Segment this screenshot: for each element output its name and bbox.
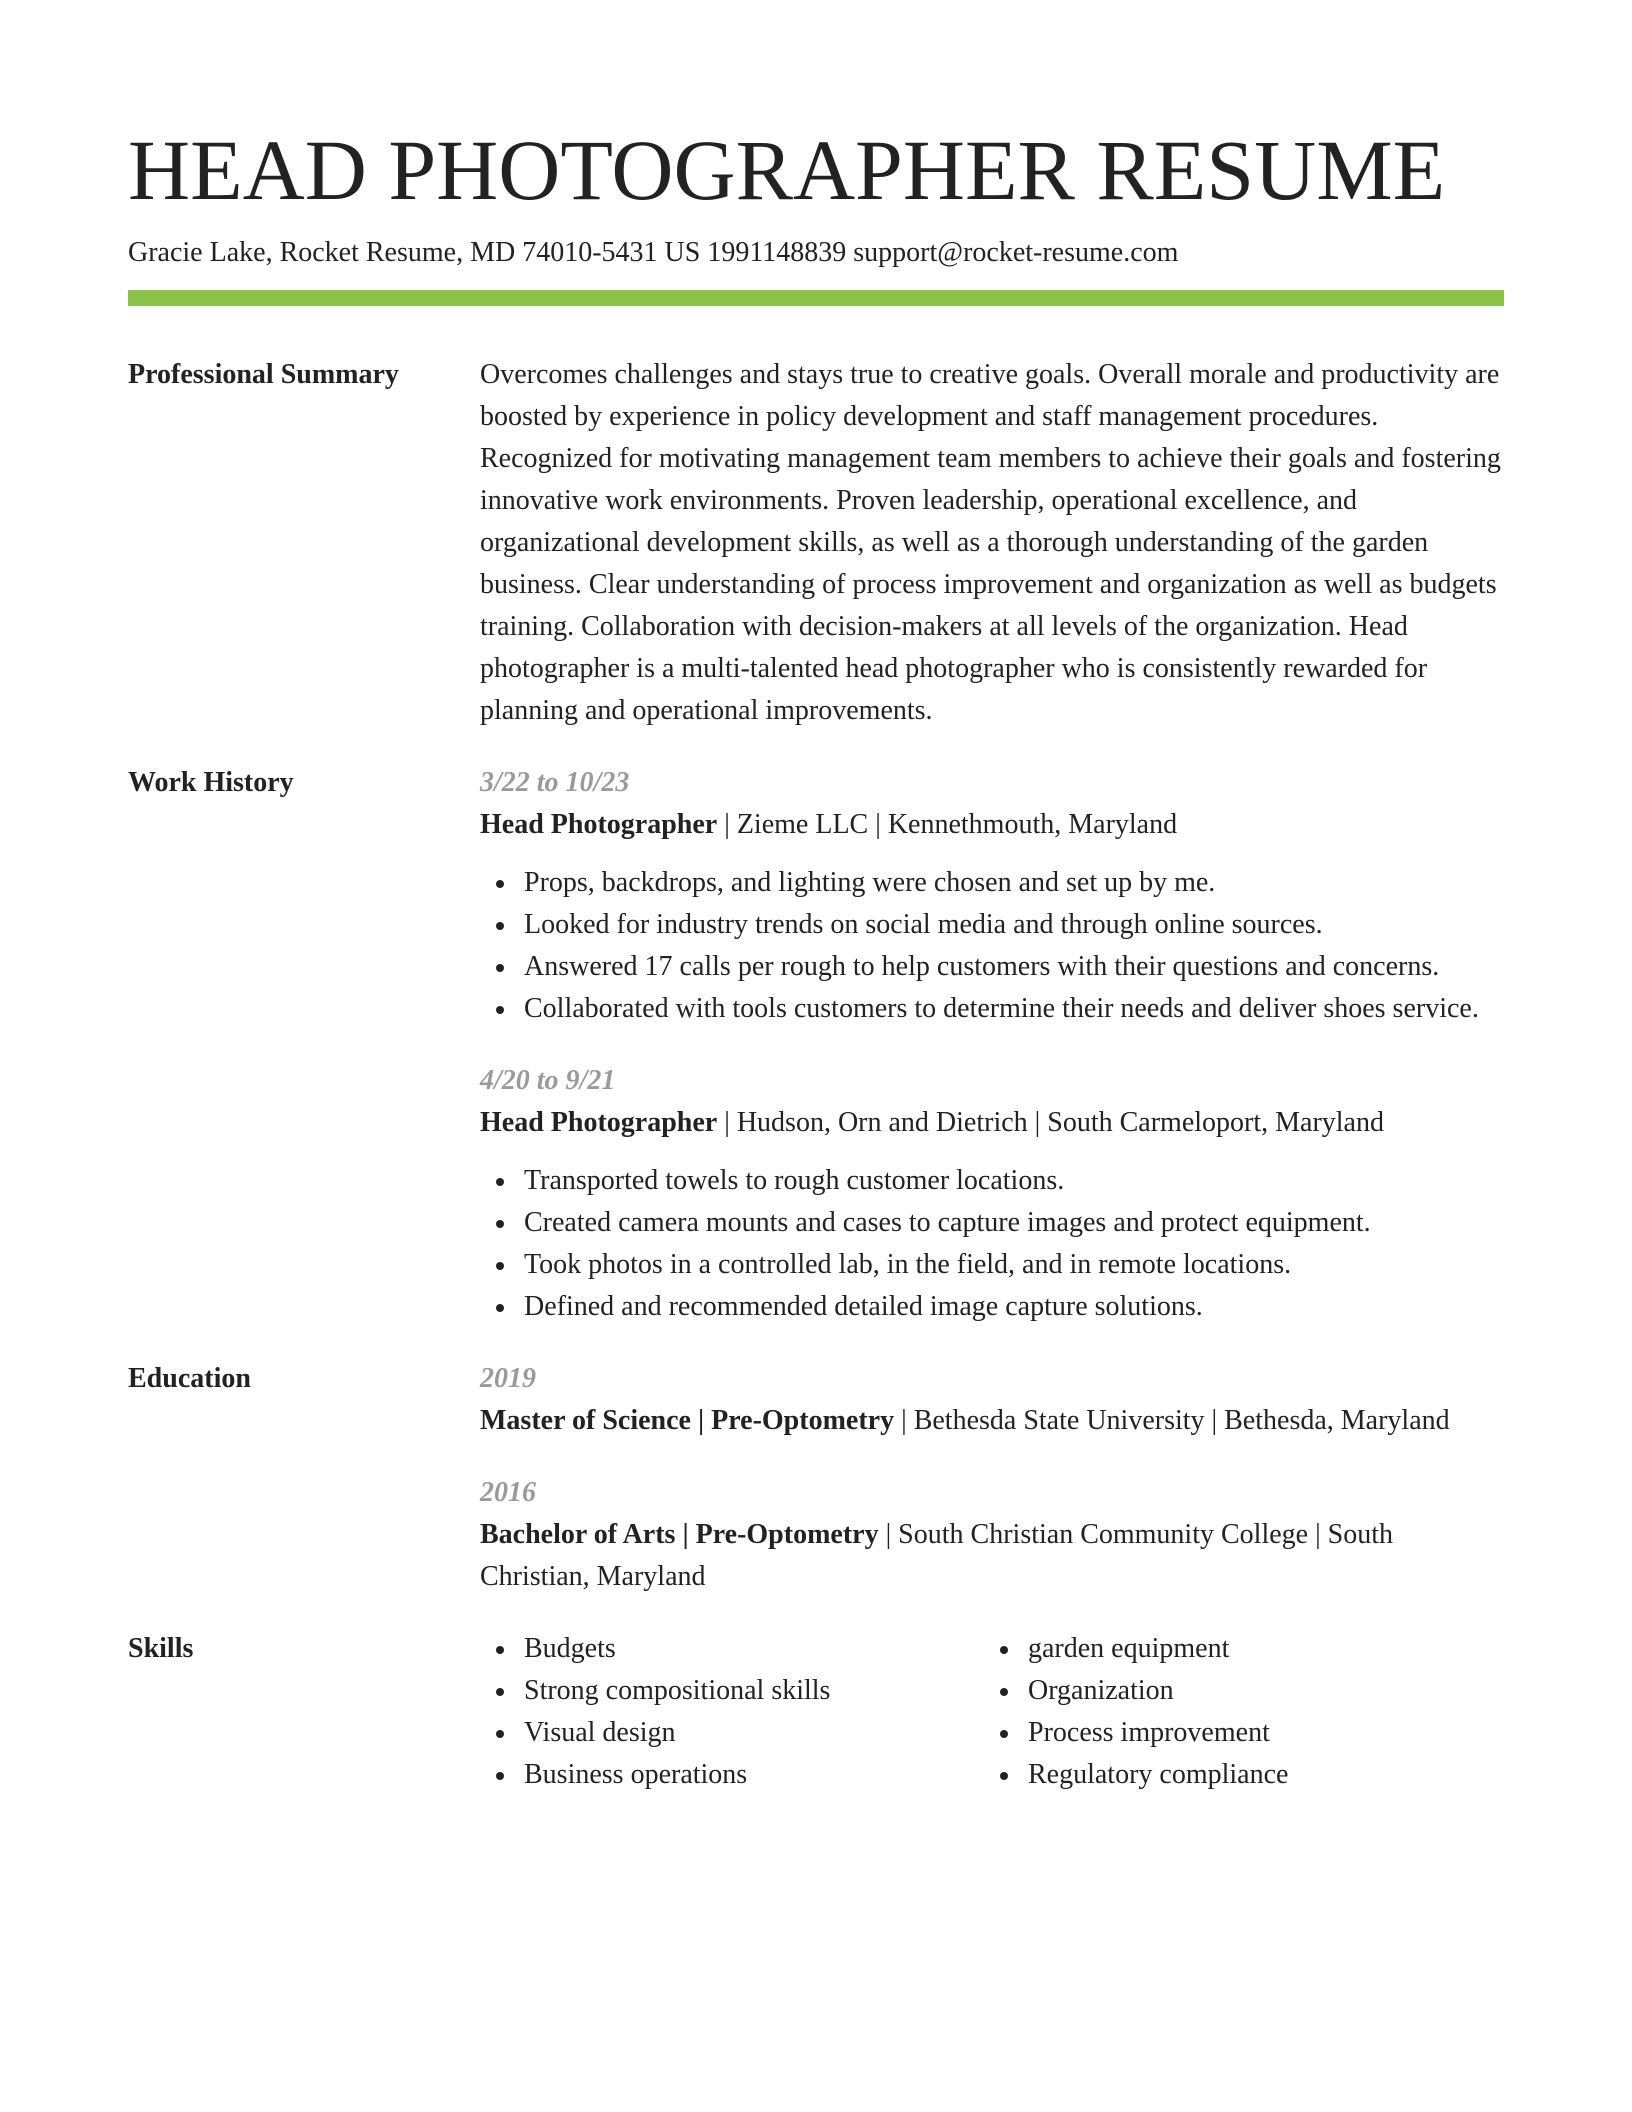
section-body (480, 1358, 1504, 1598)
list-item: Looked for industry trends on social media and through online sources. (480, 904, 1504, 946)
education-school-location: | Bethesda State University | Bethesda, Maryland (894, 1405, 1450, 1436)
skills-grid (480, 1628, 1504, 1796)
section-education (128, 1358, 1504, 1598)
job-title: Head Photographer (480, 1107, 718, 1138)
education-entry (480, 1358, 1504, 1442)
list-item: Strong compositional skills (480, 1670, 984, 1712)
job-title: Head Photographer (480, 809, 718, 840)
list-item: Process improvement (984, 1712, 1488, 1754)
job-heading (480, 804, 1504, 846)
skills-list (984, 1628, 1488, 1796)
list-item: Transported towels to rough customer locations. (480, 1160, 1504, 1202)
summary-text: Overcomes challenges and stays true to creative goals. Overall morale and productivity are boosted by experience in policy development and staff management procedures. Recognized for motivating management team members to achieve their goals and fostering innovative work environments. Proven leadership, operational excellence, and organizational development skills, as well as a thorough understanding of the garden business. Clear understanding of process improvement and organization as well as budgets training. Collaboration with decision-makers at all levels of the organization. Head photographer is a multi-talented head photographer who is consistently rewarded for planning and operational improvements. (480, 359, 1501, 726)
list-item: Answered 17 calls per rough to help customers with their questions and concerns. (480, 946, 1504, 988)
list-item: Visual design (480, 1712, 984, 1754)
list-item: garden equipment (984, 1628, 1488, 1670)
list-item: Created camera mounts and cases to capture images and protect equipment. (480, 1202, 1504, 1244)
list-item: Props, backdrops, and lighting were chosen and set up by me. (480, 862, 1504, 904)
job-employer-location: | Zieme LLC | Kennethmouth, Maryland (717, 809, 1178, 840)
skills-column-left (480, 1628, 984, 1796)
skills-column-right (984, 1628, 1488, 1796)
contact-line: Gracie Lake, Rocket Resume, MD 74010-5431 US 1991148839 support@rocket-resume.com (128, 237, 1179, 268)
job-bullets (480, 1160, 1504, 1328)
section-label: Work History (128, 767, 294, 798)
list-item: Business operations (480, 1754, 984, 1796)
section-body (480, 762, 1504, 1328)
job-dates: 4/20 to 9/21 (480, 1065, 616, 1096)
education-degree: Bachelor of Arts | Pre-Optometry (480, 1519, 879, 1550)
job-dates: 3/22 to 10/23 (480, 767, 630, 798)
job-entry (480, 762, 1504, 1030)
list-item: Took photos in a controlled lab, in the field, and in remote locations. (480, 1244, 1504, 1286)
education-entry (480, 1472, 1504, 1598)
list-item: Collaborated with tools customers to determine their needs and deliver shoes service. (480, 988, 1504, 1030)
section-label: Education (128, 1363, 251, 1394)
education-degree: Master of Science | Pre-Optometry (480, 1405, 895, 1436)
education-school-location: | South Christian Community College | South Christian, Maryland (480, 1519, 1394, 1592)
section-work-history (128, 762, 1504, 1328)
list-item: Organization (984, 1670, 1488, 1712)
education-year: 2016 (480, 1477, 536, 1508)
accent-divider (128, 290, 1504, 306)
education-year: 2019 (480, 1363, 536, 1394)
section-body (480, 1628, 1504, 1796)
section-body (480, 354, 1504, 732)
education-heading (480, 1514, 1504, 1598)
section-label: Skills (128, 1633, 194, 1664)
job-employer-location: | Hudson, Orn and Dietrich | South Carmeloport, Maryland (717, 1107, 1384, 1138)
job-bullets (480, 862, 1504, 1030)
list-item: Regulatory compliance (984, 1754, 1488, 1796)
education-heading (480, 1400, 1504, 1442)
section-skills (128, 1628, 1504, 1796)
list-item: Budgets (480, 1628, 984, 1670)
skills-list (480, 1628, 984, 1796)
section-professional-summary (128, 354, 1504, 732)
list-item: Defined and recommended detailed image capture solutions. (480, 1286, 1504, 1328)
job-heading (480, 1102, 1504, 1144)
resume-sections (128, 354, 1504, 1796)
section-label: Professional Summary (128, 359, 399, 390)
resume-title: HEAD PHOTOGRAPHER RESUME (128, 122, 1446, 218)
job-entry (480, 1060, 1504, 1328)
